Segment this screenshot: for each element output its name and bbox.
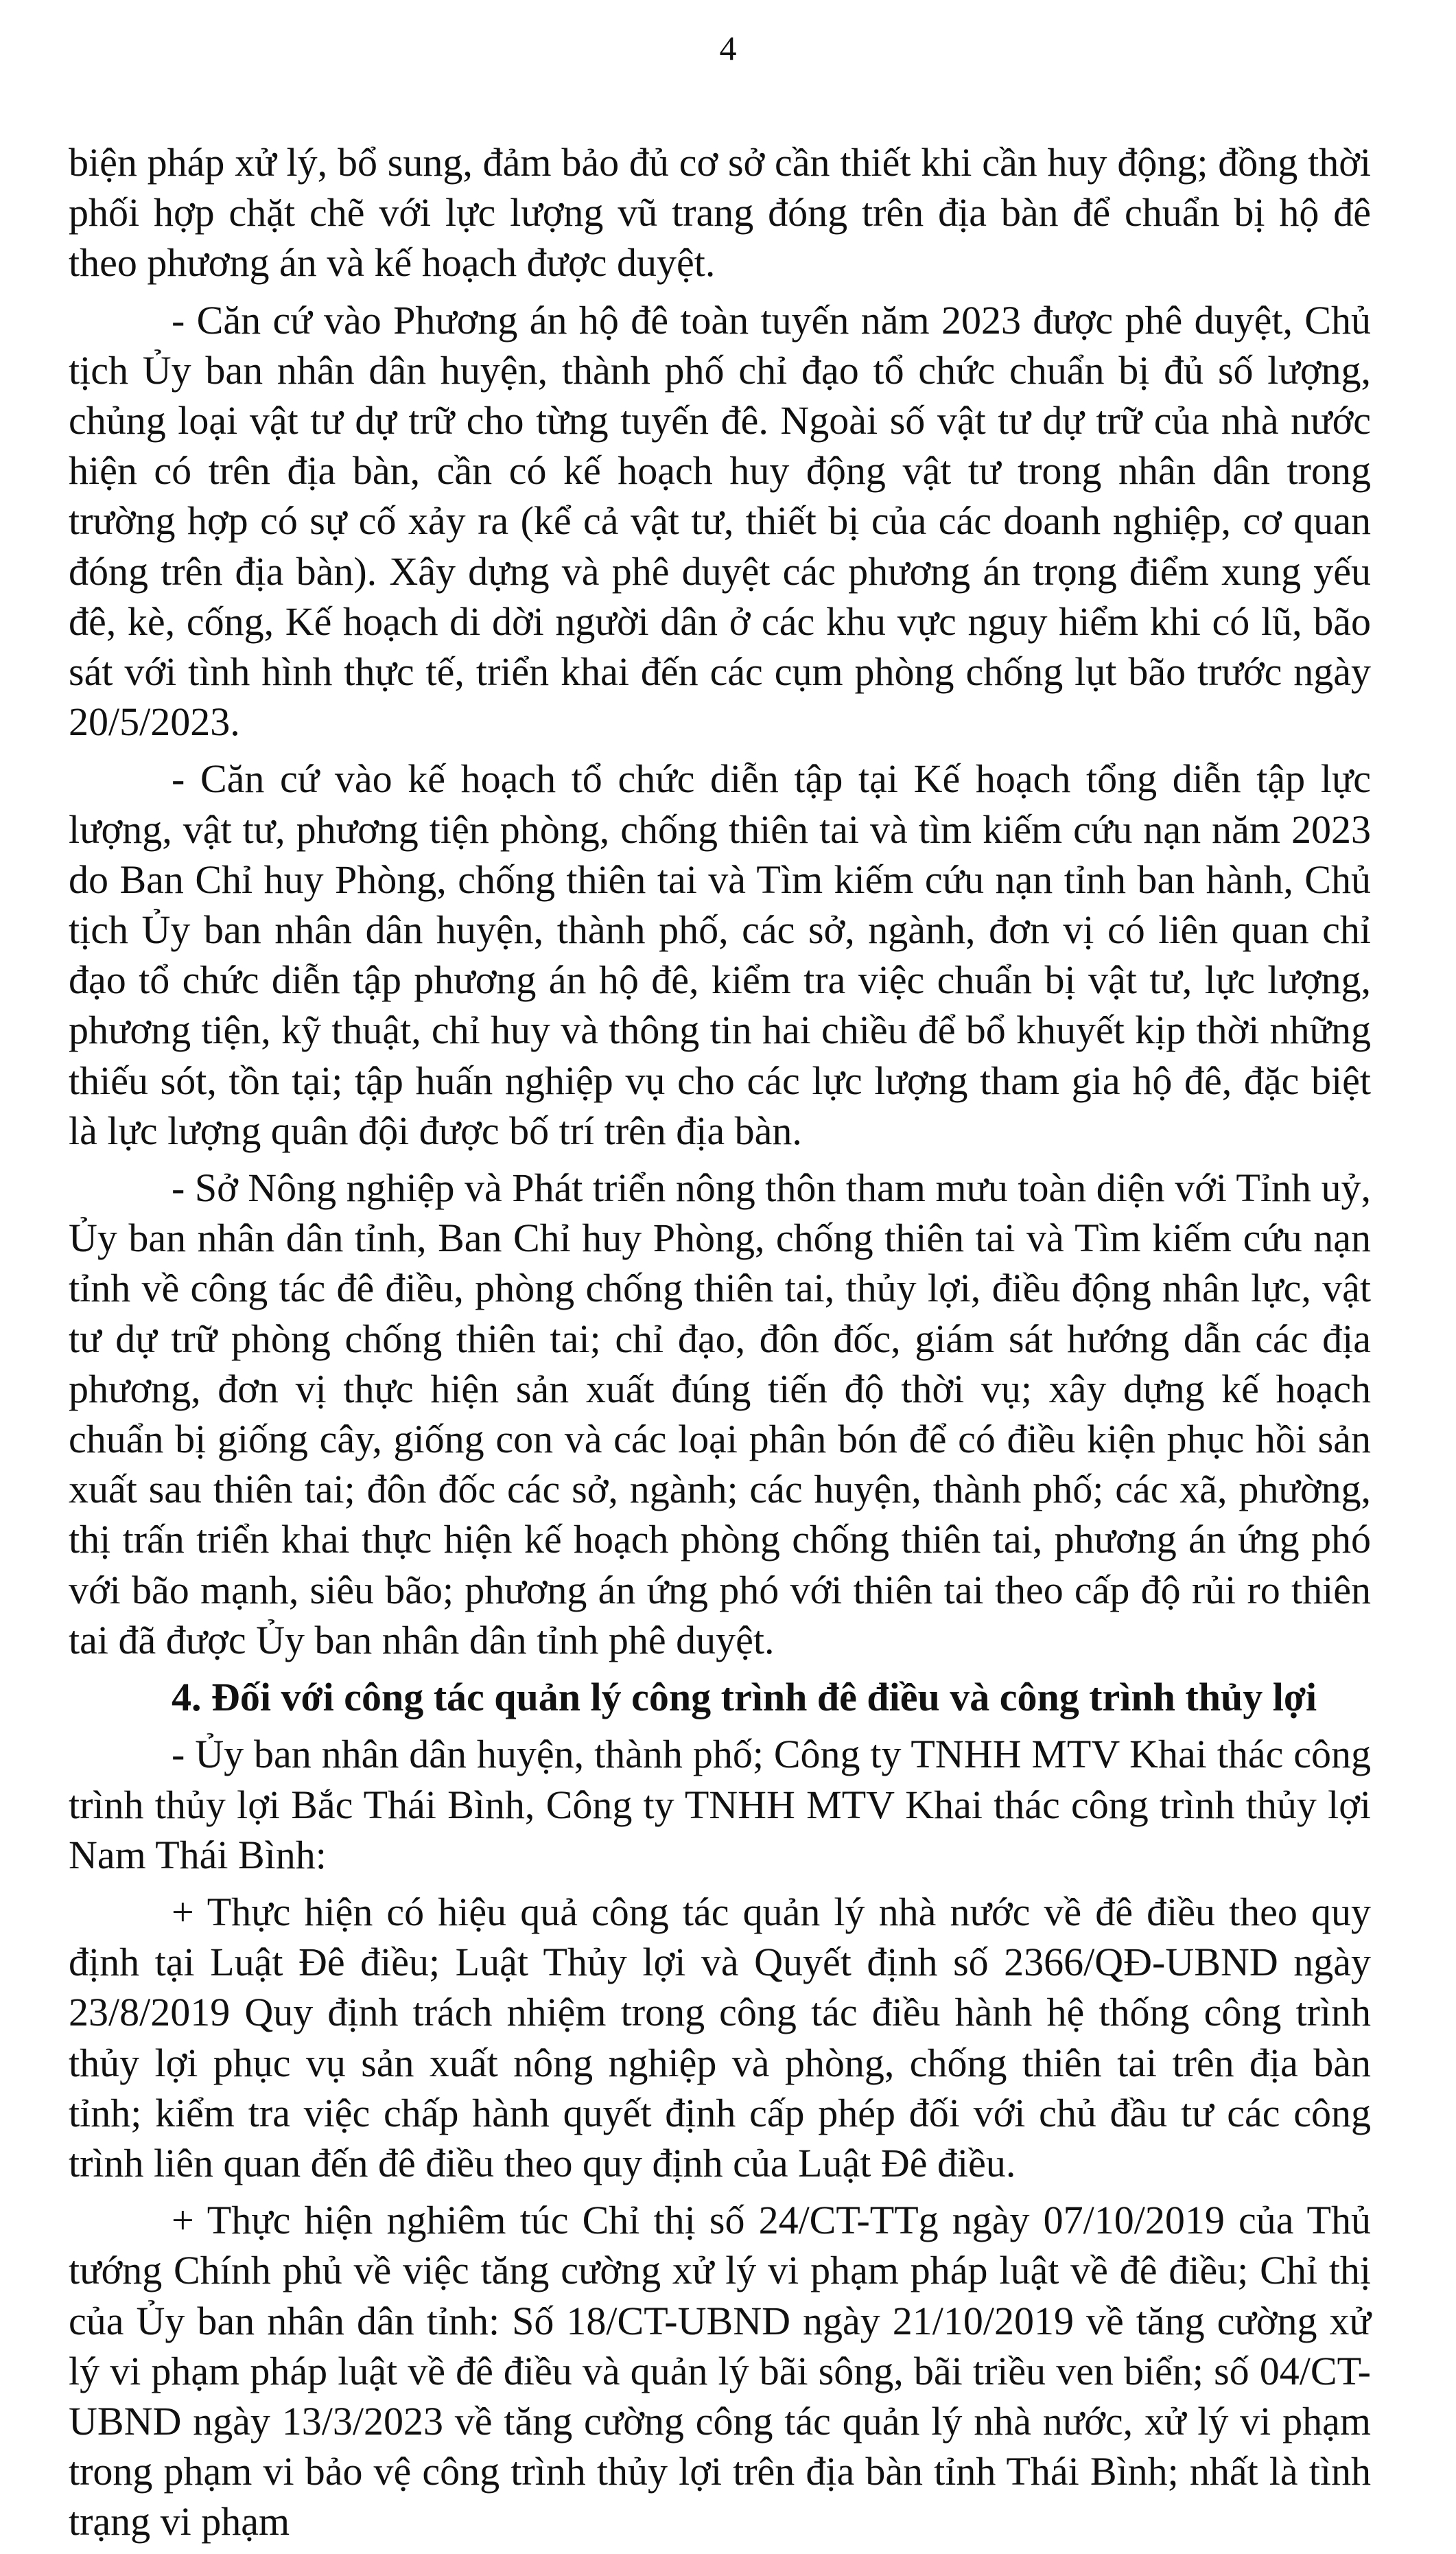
paragraph-agriculture-dept: - Sở Nông nghiệp và Phát triển nông thôn tham mưu toàn diện với Tỉnh uỷ, Ủy ban nhân dân tỉnh, Ban Chỉ huy Phòng, chống thiên tai và Tìm kiếm cứu nạn tỉnh về công tác đê điều, phòng chống thiên tai, thủy lợi, điều động nhân lực, vật tư dự trữ phòng chống thiên tai; chỉ đạo, đôn đốc, giám sát hướng dẫn các địa phương, đơn vị thực hiện sản xuất đúng tiến độ thời vụ; xây dựng kế hoạch chuẩn bị giống cây, giống con và các loại phân bón để có điều kiện phục hồi sản xuất sau thiên tai; đôn đốc các sở, ngành; các huyện, thành phố; các xã, phường, thị trấn triển khai thực hiện kế hoạch phòng chống thiên tai, phương án ứng phó với bão mạnh, siêu bão; phương án ứng phó với thiên tai theo cấp độ rủi ro thiên tai đã được Ủy ban nhân dân tỉnh phê duyệt. xyxy=(69,1165,1371,1662)
paragraph-directive-enforcement: + Thực hiện nghiêm túc Chỉ thị số 24/CT-TTg ngày 07/10/2019 của Thủ tướng Chính phủ về việc tăng cường xử lý vi phạm pháp luật về đê điều; Chỉ thị của Ủy ban nhân dân tỉnh: Số 18/CT-UBND ngày 21/10/2019 về tăng cường xử lý vi phạm pháp luật về đê điều và quản lý bãi sông, bãi triều ven biển; số 04/CT-UBND ngày 13/3/2023 về tăng cường công tác quản lý nhà nước, xử lý vi phạm trong phạm vi bảo vệ công trình thủy lợi trên địa bàn tỉnh Thái Bình; nhất là tình trạng vi phạm xyxy=(69,2198,1371,2544)
paragraph-continuation: biện pháp xử lý, bổ sung, đảm bảo đủ cơ sở cần thiết khi cần huy động; đồng thời phối hợp chặt chẽ với lực lượng vũ trang đóng trên địa bàn để chuẩn bị hộ đê theo phương án và kế hoạch được duyệt. xyxy=(69,140,1371,286)
page-number: 4 xyxy=(719,29,737,67)
paragraph-state-management: + Thực hiện có hiệu quả công tác quản lý nhà nước về đê điều theo quy định tại Luật Đê điều; Luật Thủy lợi và Quyết định số 2366/QĐ-UBND ngày 23/8/2019 Quy định trách nhiệm trong công tác điều hành hệ thống công trình thủy lợi phục vụ sản xuất nông nghiệp và phòng, chống thiên tai trên địa bàn tỉnh; kiểm tra việc chấp hành quyết định cấp phép đối với chủ đầu tư các công trình liên quan đến đê điều theo quy định của Luật Đê điều. xyxy=(69,1889,1371,2185)
document-body xyxy=(69,137,1371,2554)
paragraph-district-committees: - Ủy ban nhân dân huyện, thành phố; Công ty TNHH MTV Khai thác công trình thủy lợi Bắc Thái Bình, Công ty TNHH MTV Khai thác công trình thủy lợi Nam Thái Bình: xyxy=(69,1732,1371,1877)
paragraph-dike-plan: - Căn cứ vào Phương án hộ đê toàn tuyến năm 2023 được phê duyệt, Chủ tịch Ủy ban nhân dân huyện, thành phố chỉ đạo tổ chức chuẩn bị đủ số lượng, chủng loại vật tư dự trữ cho từng tuyến đê. Ngoài số vật tư dự trữ của nhà nước hiện có trên địa bàn, cần có kế hoạch huy động vật tư trong nhân dân trong trường hợp có sự cố xảy ra (kể cả vật tư, thiết bị của các doanh nghiệp, cơ quan đóng trên địa bàn). Xây dựng và phê duyệt các phương án trọng điểm xung yếu đê, kè, cống, Kế hoạch di dời người dân ở các khu vực nguy hiểm khi có lũ, bão sát với tình hình thực tế, triển khai đến các cụm phòng chống lụt bão trước ngày 20/5/2023. xyxy=(69,297,1371,745)
section-heading: 4. Đối với công tác quản lý công trình đê điều và công trình thủy lợi xyxy=(172,1675,1317,1720)
paragraph-drill-plan: - Căn cứ vào kế hoạch tổ chức diễn tập tại Kế hoạch tổng diễn tập lực lượng, vật tư, phương tiện phòng, chống thiên tai và tìm kiếm cứu nạn năm 2023 do Ban Chỉ huy Phòng, chống thiên tai và Tìm kiếm cứu nạn tỉnh ban hành, Chủ tịch Ủy ban nhân dân huyện, thành phố, các sở, ngành, đơn vị có liên quan chỉ đạo tổ chức diễn tập phương án hộ đê, kiểm tra việc chuẩn bị vật tư, lực lượng, phương tiện, kỹ thuật, chỉ huy và thông tin hai chiều để bổ khuyết kịp thời những thiếu sót, tồn tại; tập huấn nghiệp vụ cho các lực lượng tham gia hộ đê, đặc biệt là lực lượng quân đội được bố trí trên địa bàn. xyxy=(69,756,1371,1153)
